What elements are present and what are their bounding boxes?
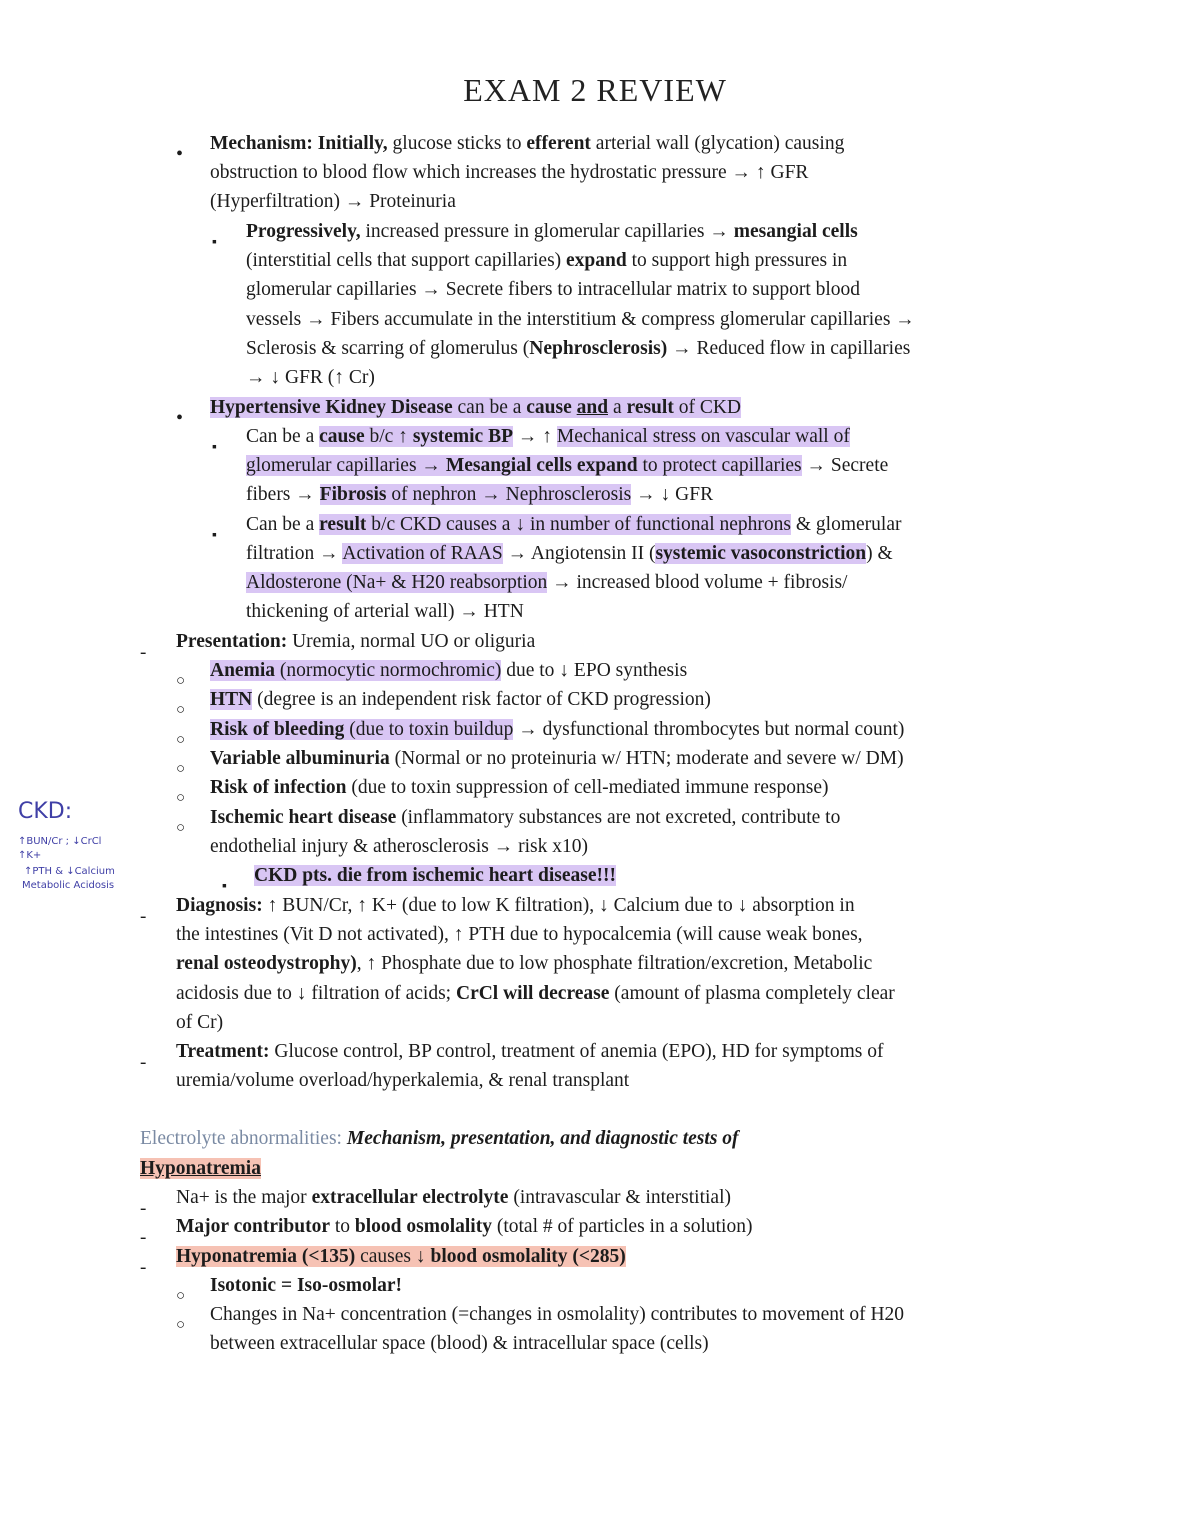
text-segment: mesangial cells [733, 221, 858, 242]
text-line [210, 832, 588, 861]
text-segment: of Cr) [176, 1012, 224, 1033]
text-segment: filtration → [246, 543, 343, 564]
text-segment: of nephron → Nephrosclerosis [386, 484, 632, 505]
text-line [210, 393, 741, 422]
text-segment: Mechanical stress on vascular wall of [556, 426, 850, 447]
text-segment: cause [319, 426, 365, 447]
text-line [210, 685, 711, 714]
list-marker: • [176, 143, 184, 165]
text-segment: to [329, 1216, 355, 1237]
text-segment: and [576, 397, 609, 418]
list-marker: ▪ [212, 440, 217, 455]
text-segment: Hyponatremia [140, 1158, 261, 1179]
text-segment: renal osteodystrophy) [176, 953, 357, 974]
text-segment: systemic BP [412, 426, 513, 447]
text-segment: (amount of plasma completely clear [609, 983, 895, 1004]
text-segment: increased pressure in glomerular capillaries → [360, 221, 734, 242]
text-segment: Uremia, normal UO or oliguria [287, 631, 536, 652]
margin-note-line: ↑BUN/Cr ; ↓CrCl [18, 836, 102, 847]
list-marker: ○ [176, 702, 186, 718]
text-segment: Electrolyte abnormalities: [140, 1128, 347, 1149]
text-segment: glomerular capillaries → Secrete fibers to intracellular matrix to support blood [246, 279, 861, 300]
text-segment: Risk of infection [210, 777, 347, 798]
text-segment: → dysfunctional thrombocytes but normal count) [513, 719, 905, 740]
list-marker: - [140, 1198, 147, 1219]
text-segment: glomerular capillaries → [246, 455, 446, 476]
text-segment: efferent [526, 133, 591, 154]
text-segment: Risk of bleeding [210, 719, 345, 740]
text-segment: fibers → [246, 484, 320, 505]
text-segment: b/c ↑ [364, 426, 413, 447]
text-line [246, 217, 858, 246]
text-segment: Hypertensive Kidney Disease [210, 397, 453, 418]
text-line [210, 158, 808, 187]
text-line [246, 451, 888, 480]
list-marker: - [140, 906, 147, 927]
text-segment: (interstitial cells that support capillaries) [246, 250, 567, 271]
text-segment: Can be a [246, 426, 320, 447]
text-line [246, 597, 524, 626]
page-title: EXAM 2 REVIEW [463, 72, 727, 108]
text-line [176, 1066, 629, 1095]
text-segment: Hyponatremia (<135) [176, 1246, 356, 1267]
list-marker: - [140, 1227, 147, 1248]
text-segment: Diagnosis: [176, 895, 263, 916]
text-segment: thickening of arterial wall) → HTN [246, 601, 524, 622]
text-segment: Ischemic heart disease [210, 807, 397, 828]
list-marker: ○ [176, 820, 186, 836]
list-marker: ▪ [222, 879, 227, 894]
text-line [210, 773, 828, 802]
text-segment: Variable albuminuria [210, 748, 390, 769]
text-line [210, 715, 904, 744]
text-line [254, 861, 616, 890]
text-line [176, 1037, 883, 1066]
text-line [210, 1329, 709, 1358]
text-segment: Nephrosclerosis) [529, 338, 668, 359]
list-marker: ○ [176, 673, 186, 689]
text-segment: of CKD [673, 397, 741, 418]
text-segment: Can be a [246, 514, 320, 535]
text-segment: cause [526, 397, 572, 418]
text-segment: expand [566, 250, 627, 271]
margin-note-title: CKD: [18, 799, 73, 824]
list-marker: ○ [176, 790, 186, 806]
list-marker: ▪ [212, 528, 217, 543]
text-segment: Mesangial cells expand [445, 455, 638, 476]
list-marker: ○ [176, 1317, 186, 1333]
text-segment: b/c CKD causes a ↓ in number of functional nephrons [366, 514, 791, 535]
text-segment: Fibrosis [319, 484, 387, 505]
text-line [246, 422, 850, 451]
text-segment: causes ↓ [355, 1246, 431, 1267]
text-segment: ↑ BUN/Cr, ↑ K+ (due to low K filtration), ↓ Calcium due to ↓ absorption in [262, 895, 855, 916]
text-line [246, 510, 901, 539]
text-segment: Presentation: [176, 631, 288, 652]
text-segment: acidosis due to ↓ filtration of acids; [176, 983, 456, 1004]
text-line [176, 979, 895, 1008]
text-line [176, 949, 872, 978]
text-segment: result [626, 397, 674, 418]
text-line [176, 1212, 752, 1241]
text-segment: Sclerosis & scarring of glomerulus ( [246, 338, 530, 359]
text-line [176, 627, 535, 656]
margin-note-line: ↑K+ [18, 850, 42, 861]
text-line [176, 1242, 626, 1271]
margin-note-line: Metabolic Acidosis [22, 880, 115, 891]
text-segment: vessels → Fibers accumulate in the interstitium & compress glomerular capillaries → [246, 309, 915, 330]
list-marker: - [140, 1257, 147, 1278]
text-segment: Changes in Na+ concentration (=changes in osmolality) contributes to movement of H20 [210, 1304, 905, 1325]
text-line [210, 1300, 904, 1329]
text-line [246, 568, 847, 597]
list-marker: • [176, 407, 184, 429]
text-line [246, 305, 915, 334]
text-line [176, 920, 863, 949]
text-segment: Treatment: [176, 1041, 270, 1062]
text-line [246, 246, 847, 275]
text-line [140, 1154, 261, 1183]
text-line [210, 187, 456, 216]
text-line [140, 1124, 739, 1153]
text-segment: (<285) [567, 1246, 626, 1267]
text-line [176, 1183, 731, 1212]
text-segment: Glucose control, BP control, treatment of anemia (EPO), HD for symptoms of [269, 1041, 884, 1062]
text-segment: Mechanism, presentation, and diagnostic tests of [346, 1128, 739, 1149]
text-segment: Isotonic = Iso-osmolar! [210, 1275, 403, 1296]
text-segment [572, 397, 577, 418]
text-segment: glucose sticks to [387, 133, 527, 154]
text-segment: Aldosterone (Na+ & H20 reabsorption [246, 572, 548, 593]
list-marker: ○ [176, 1288, 186, 1304]
margin-note-line: ↑PTH & ↓Calcium [24, 866, 115, 877]
list-marker: - [140, 1052, 147, 1073]
text-segment: CrCl will decrease [455, 983, 610, 1004]
list-marker: ○ [176, 761, 186, 777]
text-line [210, 803, 840, 832]
text-segment: → Secrete [801, 455, 889, 476]
text-segment: HTN [210, 689, 253, 710]
text-segment: (Normal or no proteinuria w/ HTN; moderate and severe w/ DM) [389, 748, 904, 769]
text-segment: Mechanism: Initially, [210, 133, 388, 154]
text-segment: result [319, 514, 367, 535]
text-segment: & glomerular [791, 514, 902, 535]
text-segment: arterial wall (glycation) causing [590, 133, 845, 154]
text-segment: Activation of RAAS [342, 543, 503, 564]
text-segment: → Reduced flow in capillaries [667, 338, 911, 359]
text-segment: due to ↓ EPO synthesis [501, 660, 688, 681]
text-segment: → ↓ GFR [631, 484, 714, 505]
text-segment: ) & [866, 543, 893, 564]
text-line [176, 891, 855, 920]
text-segment: a [608, 397, 627, 418]
text-line [210, 744, 904, 773]
text-segment: Na+ is the major [176, 1187, 312, 1208]
text-segment: (inflammatory substances are not excreted, contribute to [396, 807, 841, 828]
list-marker: ▪ [212, 235, 217, 250]
text-segment: → Angiotensin II ( [502, 543, 656, 564]
text-segment: the intestines (Vit D not activated), ↑ PTH due to hypocalcemia (will cause weak bones, [176, 924, 863, 945]
text-line [246, 539, 893, 568]
text-segment: (degree is an independent risk factor of CKD progression) [252, 689, 711, 710]
text-line [176, 1008, 223, 1037]
text-segment: → ↓ GFR (↑ Cr) [246, 367, 375, 388]
text-segment: uremia/volume overload/hyperkalemia, & renal transplant [176, 1070, 630, 1091]
text-segment: , ↑ Phosphate due to low phosphate filtration/excretion, Metabolic [356, 953, 873, 974]
text-segment: to support high pressures in [626, 250, 848, 271]
list-marker: ○ [176, 732, 186, 748]
text-segment: Anemia [210, 660, 275, 681]
text-segment: (due to toxin suppression of cell-mediated immune response) [346, 777, 829, 798]
text-segment: → ↑ [513, 426, 557, 447]
text-line [246, 480, 713, 509]
text-line [246, 275, 860, 304]
text-segment: endothelial injury & atherosclerosis → risk x10) [210, 836, 589, 857]
text-segment: (normocytic normochromic) [275, 660, 502, 681]
text-segment: blood osmolality [354, 1216, 492, 1237]
text-segment: CKD pts. die from ischemic heart disease!!! [254, 865, 616, 886]
text-segment: (intravascular & interstitial) [508, 1187, 731, 1208]
text-line [246, 334, 910, 363]
text-segment: → increased blood volume + fibrosis/ [547, 572, 848, 593]
text-segment: Major contributor [176, 1216, 330, 1237]
text-line [210, 656, 687, 685]
text-line [246, 363, 375, 392]
text-segment: Progressively, [246, 221, 361, 242]
text-line [210, 1271, 402, 1300]
text-segment: (due to toxin buildup [344, 719, 514, 740]
text-segment: blood osmolality [430, 1246, 568, 1267]
text-segment: (Hyperfiltration) → Proteinuria [210, 191, 456, 212]
text-segment: (total # of particles in a solution) [491, 1216, 753, 1237]
text-segment: can be a [452, 397, 527, 418]
text-line [210, 129, 844, 158]
text-segment: extracellular electrolyte [311, 1187, 509, 1208]
text-segment: to protect capillaries [637, 455, 802, 476]
text-segment: systemic vasoconstriction [655, 543, 867, 564]
text-segment: obstruction to blood flow which increases the hydrostatic pressure → ↑ GFR [210, 162, 809, 183]
list-marker: - [140, 642, 147, 663]
text-segment: between extracellular space (blood) & intracellular space (cells) [210, 1333, 709, 1354]
